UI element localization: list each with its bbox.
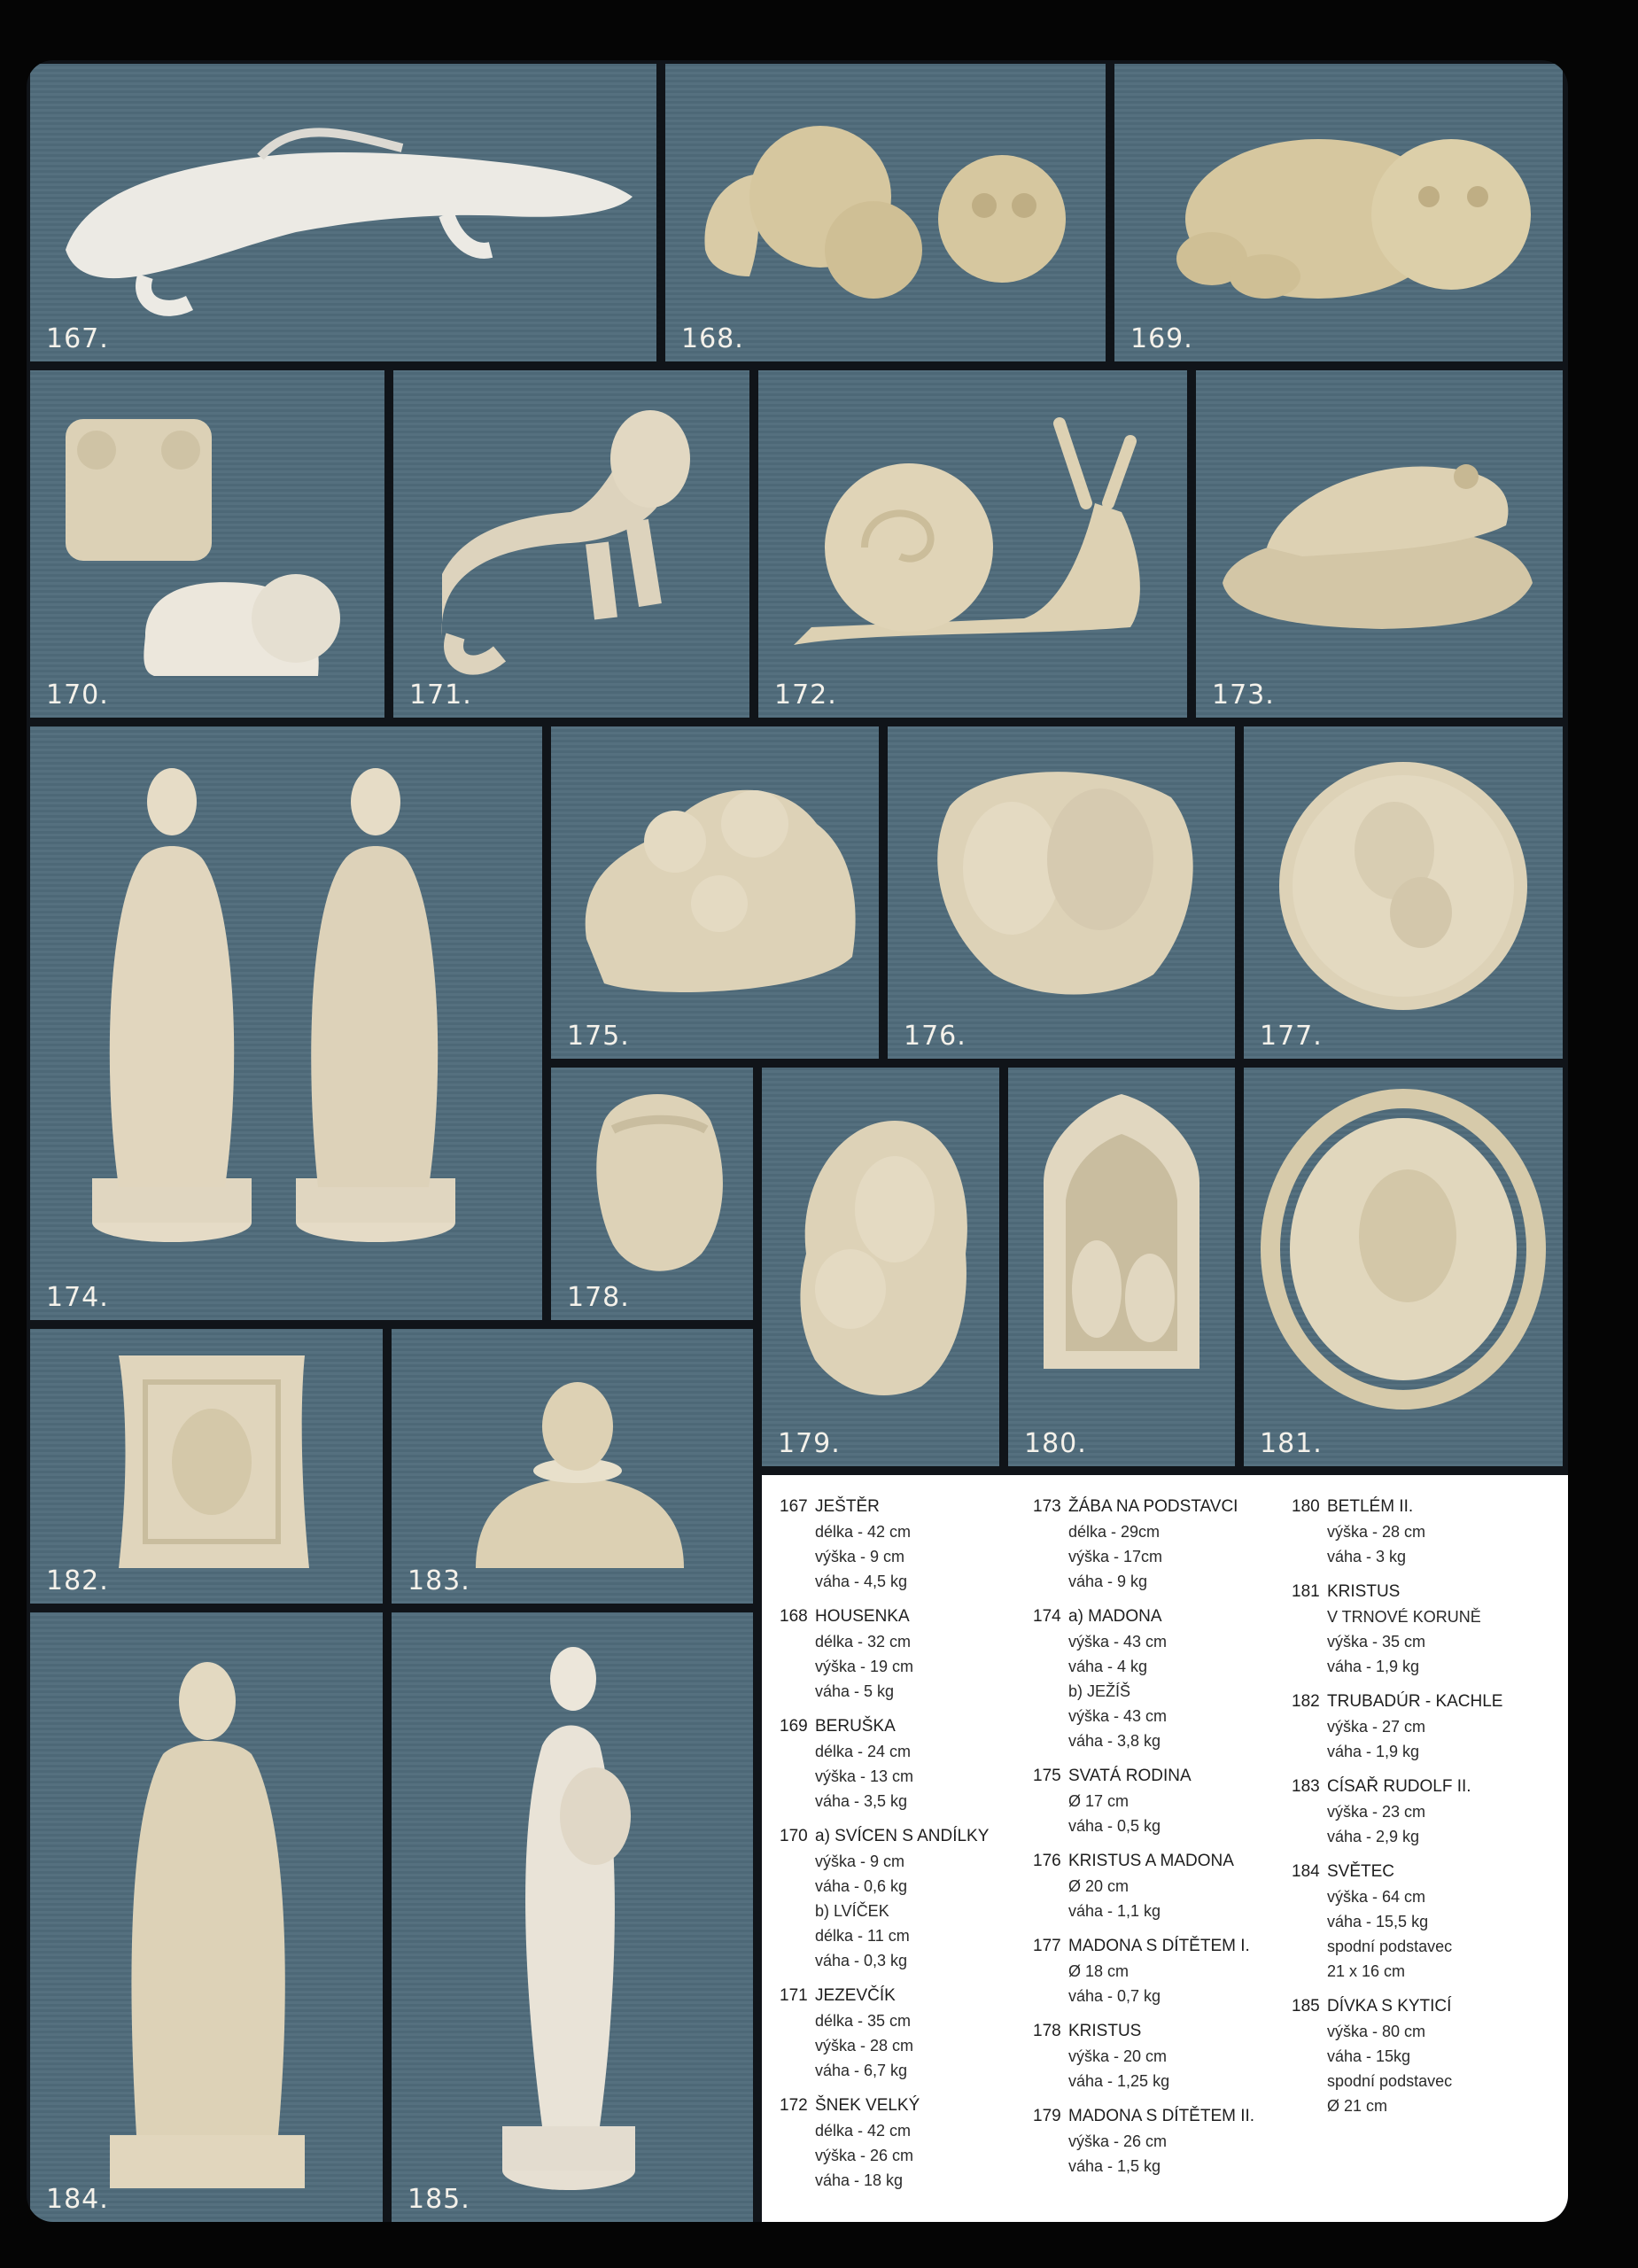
saint-statue: [30, 1612, 383, 2222]
catalog-entry-heading: [780, 1714, 989, 1739]
catalog-entry-number: 181: [1292, 1582, 1320, 1601]
catalog-entry-detail: výška - 35 cm: [1327, 1633, 1426, 1651]
catalog-entry-name: SVĚTEC: [1327, 1862, 1395, 1881]
catalog-entry: [1292, 1860, 1502, 1984]
ladybug-figure: [1114, 64, 1563, 361]
tile-number: 181.: [1260, 1428, 1323, 1459]
catalog-entry: [1292, 1994, 1502, 2118]
catalog-entry-detail: 21 x 16 cm: [1327, 1962, 1406, 1980]
catalog-entry-number: 175: [1033, 1767, 1061, 1785]
catalog-entry-detail: Ø 20 cm: [1068, 1877, 1130, 1895]
catalog-entry-detail: výška - 23 cm: [1327, 1803, 1426, 1821]
catalog-entry-detail: V TRNOVÉ KORUNĚ: [1327, 1608, 1481, 1626]
catalog-entry-number: 178: [1033, 2022, 1061, 2040]
tile-number: 176.: [904, 1021, 966, 1052]
catalog-entry-detail: výška - 9 cm: [815, 1852, 905, 1870]
catalog-entry-detail: výška - 26 cm: [1068, 2132, 1168, 2150]
catalog-entry-detail: váha - 1,1 kg: [1068, 1902, 1161, 1920]
catalog-entry-heading: [1033, 1495, 1254, 1519]
catalog-entry-heading: [1292, 1495, 1502, 1519]
catalog-entry-detail: délka - 32 cm: [815, 1633, 912, 1651]
catalog-entry-detail: váha - 0,3 kg: [815, 1952, 908, 1969]
girl-with-bouquet-statue: [392, 1612, 753, 2222]
tile-172[interactable]: [758, 370, 1187, 718]
tile-180[interactable]: [1008, 1068, 1235, 1466]
catalog-entry-detail: váha - 1,5 kg: [1068, 2157, 1161, 2175]
catalog-entry-name: a) MADONA: [1068, 1607, 1162, 1626]
catalog-entry-heading: [1292, 1580, 1502, 1604]
catalog-entry-detail: váha - 18 kg: [815, 2171, 904, 2189]
catalog-entry-number: 183: [1292, 1777, 1320, 1796]
catalog-entry-detail: výška - 9 cm: [815, 1548, 905, 1565]
frog-on-base-figure: [1196, 370, 1563, 718]
catalog-entry-detail: váha - 4 kg: [1068, 1658, 1148, 1675]
catalog-entry-number: 171: [780, 1986, 808, 2005]
catalog-entry-detail: délka - 42 cm: [815, 2122, 912, 2140]
catalog-entry: [1033, 2104, 1254, 2179]
catalog-entry: [1033, 2019, 1254, 2093]
tile-number: 167.: [46, 323, 109, 354]
tile-number: 170.: [46, 680, 109, 711]
catalog-entry-detail: váha - 9 kg: [1068, 1573, 1148, 1590]
catalog-entry-name: KRISTUS: [1327, 1582, 1401, 1601]
catalog-entry-detail: váha - 6,7 kg: [815, 2062, 908, 2079]
catalog-entry-detail: výška - 27 cm: [1327, 1718, 1426, 1736]
tile-167[interactable]: [30, 64, 656, 361]
catalog-entry-name: MADONA S DÍTĚTEM II.: [1068, 2107, 1255, 2125]
tile-175[interactable]: [551, 726, 879, 1059]
catalog-entry-detail: délka - 24 cm: [815, 1743, 912, 1760]
catalog-entry-detail: váha - 0,5 kg: [1068, 1817, 1161, 1835]
tile-number: 183.: [408, 1565, 470, 1596]
catalog-entry-name: CÍSAŘ RUDOLF II.: [1327, 1777, 1471, 1796]
tile-number: 179.: [778, 1428, 841, 1459]
catalog-entry-name: ŠNEK VELKÝ: [815, 2096, 920, 2115]
catalog-entry: [780, 1604, 989, 1704]
lizard-figure: [30, 64, 656, 361]
catalog-entry: [1292, 1495, 1502, 1569]
tile-183[interactable]: [392, 1329, 753, 1604]
catalog-entry-heading: [1033, 2104, 1254, 2129]
catalog-entry-heading: [1033, 2019, 1254, 2044]
catalog-entry-name: DÍVKA S KYTICÍ: [1327, 1997, 1452, 2016]
catalog-entry-number: 169: [780, 1717, 808, 1736]
dachshund-figure: [393, 370, 749, 718]
catalog-entry: [780, 2093, 989, 2193]
catalog-entry-number: 177: [1033, 1937, 1061, 1955]
tile-184[interactable]: [30, 1612, 383, 2222]
catalog-entry-number: 184: [1292, 1862, 1320, 1881]
catalog-entry-detail: výška - 26 cm: [815, 2147, 914, 2164]
catalog-entry-detail: Ø 17 cm: [1068, 1792, 1130, 1810]
catalog-entry-detail: spodní podstavec: [1327, 2072, 1453, 2090]
catalog-entry-name: KRISTUS: [1068, 2022, 1142, 2040]
catalog-column-1: [780, 1495, 989, 2203]
catalog-entry-detail: b) LVÍČEK: [815, 1902, 889, 1920]
tile-number: 169.: [1130, 323, 1193, 354]
tile-number: 168.: [681, 323, 744, 354]
catalog-entry-detail: výška - 17cm: [1068, 1548, 1163, 1565]
tile-number: 175.: [567, 1021, 630, 1052]
catalog-entry-number: 170: [780, 1827, 808, 1845]
catalog-entry-name: JEŠTĚR: [815, 1497, 880, 1516]
tile-number: 174.: [46, 1282, 109, 1313]
catalog-entry-detail: výška - 80 cm: [1327, 2023, 1426, 2040]
catalog-entry-name: KRISTUS A MADONA: [1068, 1852, 1234, 1870]
catalog-entry-heading: [1033, 1604, 1254, 1629]
tile-number: 171.: [409, 680, 472, 711]
catalog-entry-heading: [1292, 1775, 1502, 1799]
catalog-entry: [1033, 1764, 1254, 1838]
catalog-entry-detail: výška - 28 cm: [1327, 1523, 1426, 1541]
catalog-entry-number: 185: [1292, 1997, 1320, 2016]
catalog-entry-detail: váha - 1,9 kg: [1327, 1743, 1420, 1760]
catalog-entry-detail: váha - 4,5 kg: [815, 1573, 908, 1590]
tile-171[interactable]: [393, 370, 749, 718]
catalog-entry-name: HOUSENKA: [815, 1607, 910, 1626]
madonna-with-child-relief-round: [1244, 726, 1563, 1059]
catalog-entry-number: 176: [1033, 1852, 1061, 1870]
catalog-column-3: [1292, 1495, 1502, 2129]
catalog-entry: [1033, 1934, 1254, 2008]
nativity-scene-figure: [1008, 1068, 1235, 1466]
catalog-entry-detail: váha - 2,9 kg: [1327, 1828, 1420, 1845]
tile-179[interactable]: [762, 1068, 999, 1466]
catalog-entry-detail: váha - 0,6 kg: [815, 1877, 908, 1895]
madonna-and-jesus-figures: [30, 726, 542, 1320]
candle-holder-and-lion-figure: [30, 370, 384, 718]
christ-and-madonna-relief: [888, 726, 1235, 1059]
catalog-entry-number: 172: [780, 2096, 808, 2115]
catalog-entry: [1033, 1604, 1254, 1753]
catalog-entry: [780, 1824, 989, 1973]
catalog-entry-detail: výška - 20 cm: [1068, 2047, 1168, 2065]
tile-number: 173.: [1212, 680, 1275, 711]
tile-177[interactable]: [1244, 726, 1563, 1059]
catalog-entry-detail: váha - 1,25 kg: [1068, 2072, 1170, 2090]
catalog-entry: [1033, 1495, 1254, 1594]
catalog-entry-name: ŽÁBA NA PODSTAVCI: [1068, 1497, 1238, 1516]
tile-182[interactable]: [30, 1329, 383, 1604]
tile-number: 185.: [408, 2184, 470, 2215]
catalog-entry-name: BERUŠKA: [815, 1717, 896, 1736]
catalog-entry-name: TRUBADÚR - KACHLE: [1327, 1692, 1503, 1711]
catalog-entry-detail: váha - 0,7 kg: [1068, 1987, 1161, 2005]
catalog-entry: [1292, 1689, 1502, 1764]
catalog-entry: [780, 1495, 989, 1594]
catalog-entry-number: 182: [1292, 1692, 1320, 1711]
catalog-entry-heading: [780, 1604, 989, 1629]
catalog-entry-heading: [780, 1984, 989, 2008]
catalog-entry-detail: výška - 19 cm: [815, 1658, 914, 1675]
catalog-entry-detail: b) JEŽÍŠ: [1068, 1682, 1131, 1700]
catalog-sheet: [27, 60, 1568, 2222]
catalog-entry-detail: Ø 18 cm: [1068, 1962, 1130, 1980]
catalog-entry-heading: [1033, 1934, 1254, 1959]
tile-185[interactable]: [392, 1612, 753, 2222]
madonna-with-child-relief: [762, 1068, 999, 1466]
catalog-entry-detail: váha - 3,5 kg: [815, 1792, 908, 1810]
catalog-entry-heading: [1292, 1860, 1502, 1884]
snail-figure: [758, 370, 1187, 718]
tile-173[interactable]: [1196, 370, 1563, 718]
tile-number: 182.: [46, 1565, 109, 1596]
catalog-entry-detail: délka - 11 cm: [815, 1927, 910, 1945]
catalog-entry-number: 167: [780, 1497, 808, 1516]
christ-crown-of-thorns-relief: [1244, 1068, 1563, 1466]
catalog-entry-detail: váha - 1,9 kg: [1327, 1658, 1420, 1675]
tile-number: 184.: [46, 2184, 109, 2215]
tile-181[interactable]: [1244, 1068, 1563, 1466]
catalog-entry-name: BETLÉM II.: [1327, 1497, 1414, 1516]
tile-168[interactable]: [665, 64, 1106, 361]
catalog-entry-heading: [780, 1824, 989, 1849]
tile-170[interactable]: [30, 370, 384, 718]
caterpillar-figure: [665, 64, 1106, 361]
catalog-column-2: [1033, 1495, 1254, 2189]
catalog-entry-detail: délka - 42 cm: [815, 1523, 912, 1541]
catalog-entry-name: a) SVÍCEN S ANDÍLKY: [815, 1827, 990, 1845]
catalog-entry-detail: Ø 21 cm: [1327, 2097, 1388, 2115]
catalog-entry: [1292, 1775, 1502, 1849]
catalog-entry-detail: váha - 3,8 kg: [1068, 1732, 1161, 1750]
catalog-entry-detail: výška - 28 cm: [815, 2037, 914, 2054]
catalog-entry-detail: váha - 3 kg: [1327, 1548, 1407, 1565]
catalog-entry-detail: výška - 64 cm: [1327, 1888, 1426, 1906]
troubadour-tile-relief: [30, 1329, 383, 1604]
tile-number: 172.: [774, 680, 837, 711]
catalog-entry-detail: váha - 15kg: [1327, 2047, 1411, 2065]
catalog-entry-number: 179: [1033, 2107, 1061, 2125]
catalog-entry-heading: [1292, 1689, 1502, 1714]
catalog-entry: [780, 1714, 989, 1814]
catalog-entry-heading: [1292, 1994, 1502, 2019]
catalog-entry-detail: váha - 5 kg: [815, 1682, 895, 1700]
catalog-entry-detail: výška - 13 cm: [815, 1767, 914, 1785]
tile-number: 178.: [567, 1282, 630, 1313]
catalog-entry-detail: váha - 15,5 kg: [1327, 1913, 1429, 1930]
catalog-entry-name: SVATÁ RODINA: [1068, 1767, 1192, 1785]
catalog-entry-detail: spodní podstavec: [1327, 1938, 1453, 1955]
catalog-entry: [1292, 1580, 1502, 1679]
catalog-entry-name: JEZEVČÍK: [815, 1986, 896, 2005]
catalog-entry-number: 173: [1033, 1497, 1061, 1516]
emperor-rudolf-bust: [392, 1329, 753, 1604]
catalog-entry: [780, 1984, 989, 2083]
catalog-entry-detail: délka - 29cm: [1068, 1523, 1161, 1541]
catalog-entry-detail: délka - 35 cm: [815, 2012, 912, 2030]
catalog-entry-heading: [780, 2093, 989, 2118]
catalog-entry-number: 168: [780, 1607, 808, 1626]
catalog-entry: [1033, 1849, 1254, 1923]
catalog-entry-heading: [1033, 1849, 1254, 1874]
catalog-entry-number: 180: [1292, 1497, 1320, 1516]
catalog-entry-heading: [1033, 1764, 1254, 1789]
tile-number: 177.: [1260, 1021, 1323, 1052]
tile-174[interactable]: [30, 726, 542, 1320]
tile-169[interactable]: [1114, 64, 1563, 361]
catalog-entry-number: 174: [1033, 1607, 1061, 1626]
catalog-entry-name: MADONA S DÍTĚTEM I.: [1068, 1937, 1250, 1955]
tile-176[interactable]: [888, 726, 1235, 1059]
tile-178[interactable]: [551, 1068, 753, 1320]
catalog-entry-detail: výška - 43 cm: [1068, 1633, 1168, 1651]
catalog-entry-detail: výška - 43 cm: [1068, 1707, 1168, 1725]
catalog-text-panel: [762, 1475, 1568, 2222]
catalog-entry-heading: [780, 1495, 989, 1519]
holy-family-relief: [551, 726, 879, 1059]
tile-number: 180.: [1024, 1428, 1087, 1459]
